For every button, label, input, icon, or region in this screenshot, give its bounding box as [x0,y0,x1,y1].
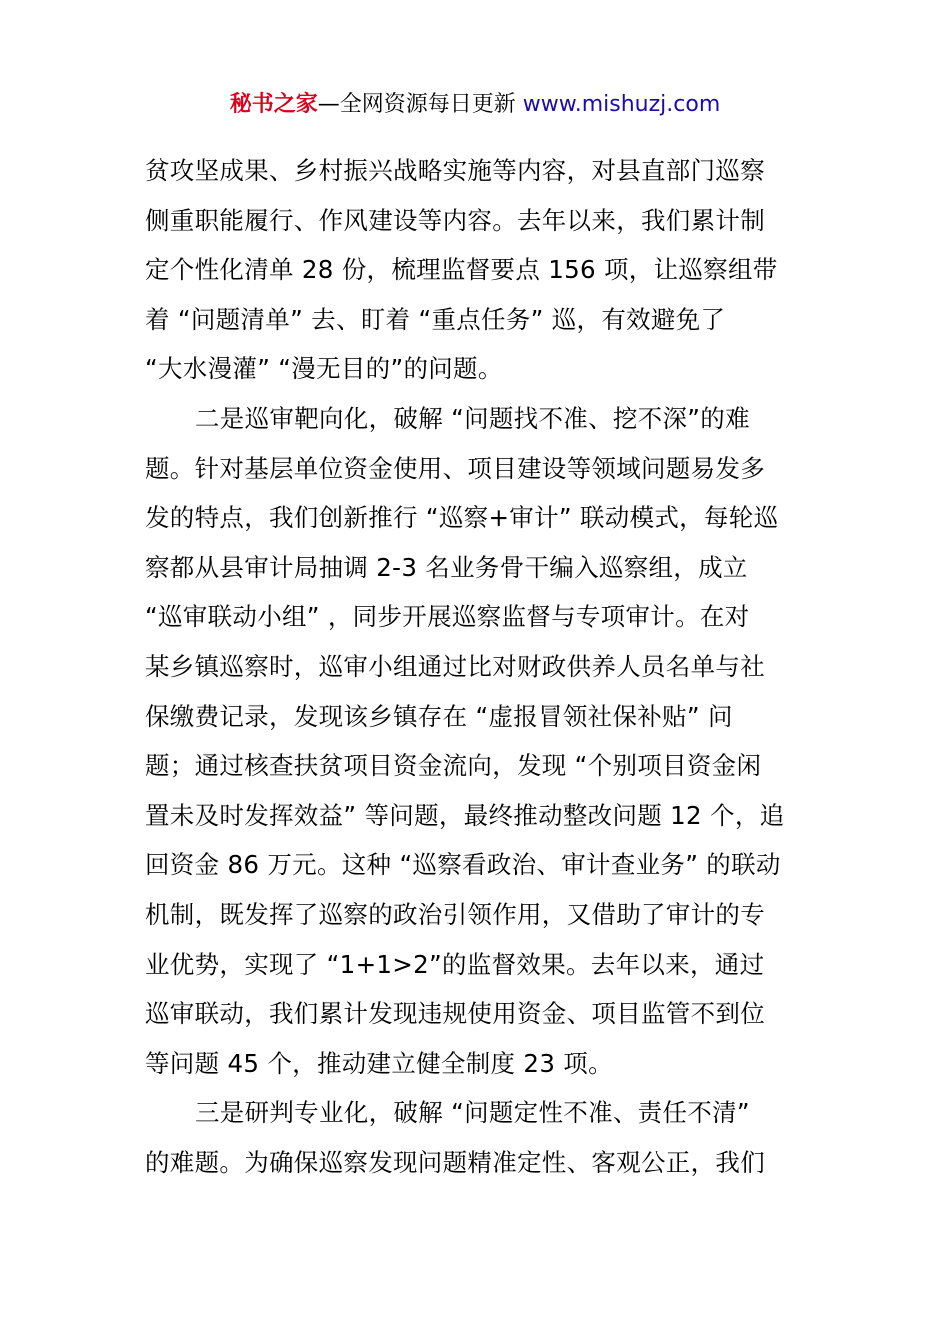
document-body [145,146,805,1187]
text-line: 机制，既发挥了巡察的政治引领作用，又借助了审计的专 [145,899,765,929]
text-line: 某乡镇巡察时，巡审小组通过比对财政供养人员名单与社 [145,651,765,681]
text-line: 三是研判专业化，破解 “问题定性不准、责任不清” [195,1098,750,1128]
text-line: 等问题 45 个，推动建立健全制度 23 项。 [145,1048,613,1078]
text-line: 二是巡审靶向化，破解 “问题找不准、挖不深”的难 [195,403,750,433]
text-line: 保缴费记录，发现该乡镇存在 “虚报冒领社保补贴” 问 [145,701,733,731]
text-line: 着 “问题清单” 去、盯着 “重点任务” 巡，有效避免了 [145,304,726,334]
text-line: 侧重职能履行、作风建设等内容。去年以来，我们累计制 [145,205,765,235]
site-tagline: —全网资源每日更新 [317,92,523,117]
paragraph-3 [145,1088,805,1187]
site-brand: 秘书之家 [229,92,318,117]
text-line: 贫攻坚成果、乡村振兴战略实施等内容，对县直部门巡察 [145,156,765,185]
text-line: 定个性化清单 28 份，梳理监督要点 156 项，让巡察组带 [145,255,778,285]
text-line: 察都从县审计局抽调 2-3 名业务骨干编入巡察组，成立 [145,552,748,582]
page-header [0,88,950,122]
text-line: 发的特点，我们创新推行 “巡察+审计” 联动模式，每轮巡 [145,503,779,533]
text-line: 回资金 86 万元。这种 “巡察看政治、审计查业务” 的联动 [145,850,781,880]
text-line: 题；通过核查扶贫项目资金流向，发现 “个别项目资金闲 [145,751,762,781]
text-line: 题。针对基层单位资金使用、项目建设等领域问题易发多 [145,453,765,483]
text-line: “巡审联动小组” ，同步开展巡察监督与专项审计。在对 [145,602,750,632]
text-line: 巡审联动，我们累计发现违规使用资金、项目监管不到位 [145,999,765,1029]
site-url-link[interactable]: www.mishuzj.com [522,92,721,117]
paragraph-1 [145,146,805,394]
text-line: 的难题。为确保巡察发现问题精准定性、客观公正，我们 [145,1147,765,1177]
text-line: 置未及时发挥效益” 等问题，最终推动整改问题 12 个，追 [145,800,785,830]
text-line: 业优势，实现了 “1+1>2”的监督效果。去年以来，通过 [145,949,765,979]
paragraph-2 [145,394,805,1088]
text-line: “大水漫灌” “漫无目的”的问题。 [145,354,503,384]
